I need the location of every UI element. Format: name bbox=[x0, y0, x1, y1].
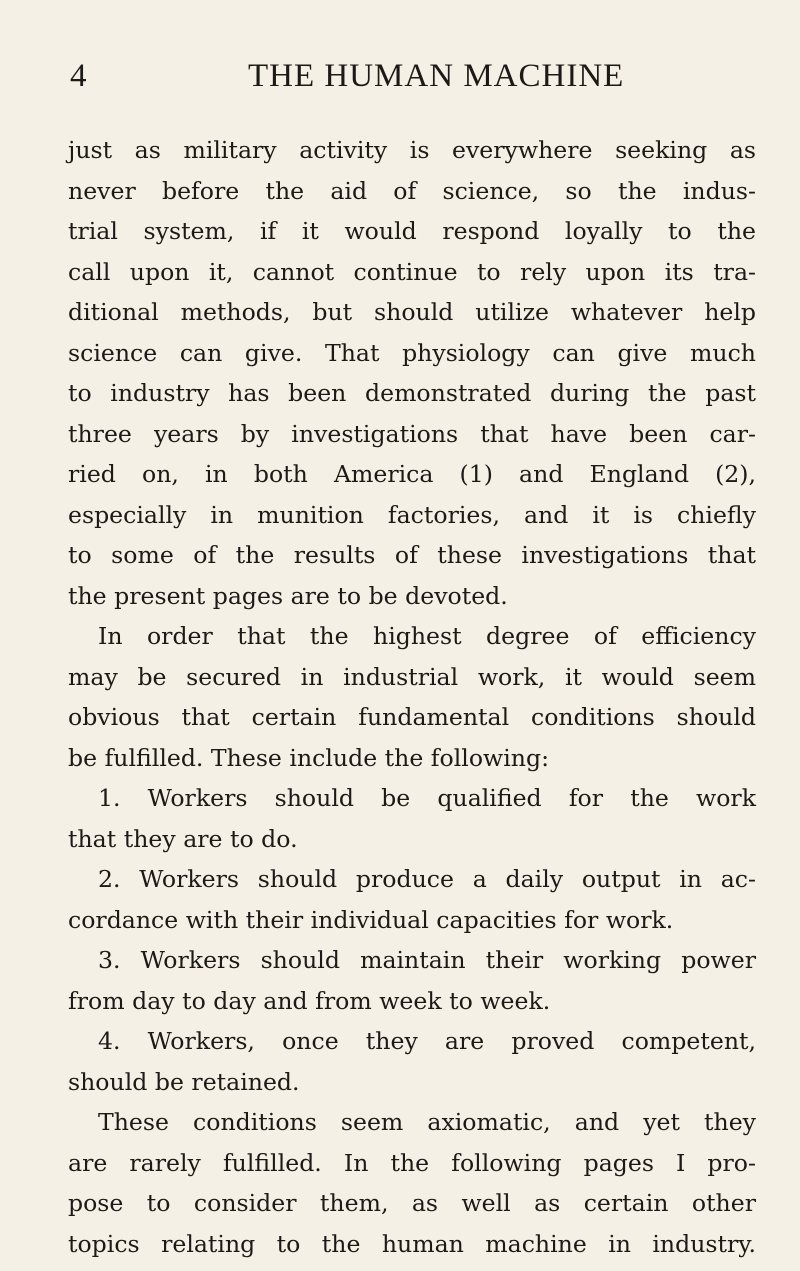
text-line: 2. Workers should produce a daily output in ac- bbox=[98, 865, 756, 893]
text-line: to some of the results of these investigations that bbox=[68, 541, 756, 569]
text-line: topics relating to the human machine in industry. bbox=[68, 1229, 756, 1258]
text-line: 3. Workers should maintain their working power bbox=[98, 946, 756, 974]
text-line: trial system, if it would respond loyally to the bbox=[68, 217, 756, 245]
running-head bbox=[68, 58, 756, 108]
list-item bbox=[68, 940, 756, 1021]
text-line: ried on, in both America (1) and England (2), bbox=[68, 460, 756, 488]
text-line: 4. Workers, once they are proved competent, bbox=[98, 1027, 756, 1055]
text-line: never before the aid of science, so the indus- bbox=[68, 176, 756, 205]
text-line: ditional methods, but should utilize whatever help bbox=[68, 298, 756, 326]
text-line: science can give. That physiology can give much bbox=[68, 338, 756, 367]
paragraph bbox=[68, 616, 756, 778]
running-title: THE HUMAN MACHINE bbox=[248, 58, 625, 94]
text-line: call upon it, cannot continue to rely upon its tra- bbox=[68, 257, 756, 286]
text-line: be fulfilled. These include the following: bbox=[68, 743, 550, 772]
text-line: to industry has been demonstrated during the past bbox=[68, 379, 756, 407]
paragraph bbox=[68, 130, 756, 616]
text-line: obvious that certain fundamental conditions should bbox=[68, 703, 756, 731]
text-line: from day to day and from week to week. bbox=[68, 986, 551, 1015]
paragraph bbox=[68, 1102, 756, 1264]
body-text bbox=[68, 130, 756, 1264]
text-line: that they are to do. bbox=[68, 824, 298, 853]
text-line: cordance with their individual capacities for work. bbox=[68, 905, 674, 934]
page-number: 4 bbox=[70, 58, 87, 94]
text-line: especially in munition factories, and it is chiefly bbox=[68, 500, 756, 529]
text-line: should be retained. bbox=[68, 1067, 300, 1096]
text-line: In order that the highest degree of efficiency bbox=[98, 622, 756, 650]
text-line: These conditions seem axiomatic, and yet they bbox=[98, 1108, 756, 1136]
text-line: are rarely fulfilled. In the following pages I pro- bbox=[68, 1148, 756, 1177]
text-line: may be secured in industrial work, it would seem bbox=[68, 662, 756, 691]
text-line: 1. Workers should be qualified for the work bbox=[98, 784, 756, 812]
text-line: three years by investigations that have been car- bbox=[68, 419, 756, 448]
list-item bbox=[68, 778, 756, 859]
text-line: the present pages are to be devoted. bbox=[68, 581, 508, 610]
text-line: just as military activity is everywhere seeking as bbox=[68, 136, 756, 164]
list-item bbox=[68, 859, 756, 940]
text-line: pose to consider them, as well as certain other bbox=[68, 1189, 756, 1217]
list-item bbox=[68, 1021, 756, 1102]
